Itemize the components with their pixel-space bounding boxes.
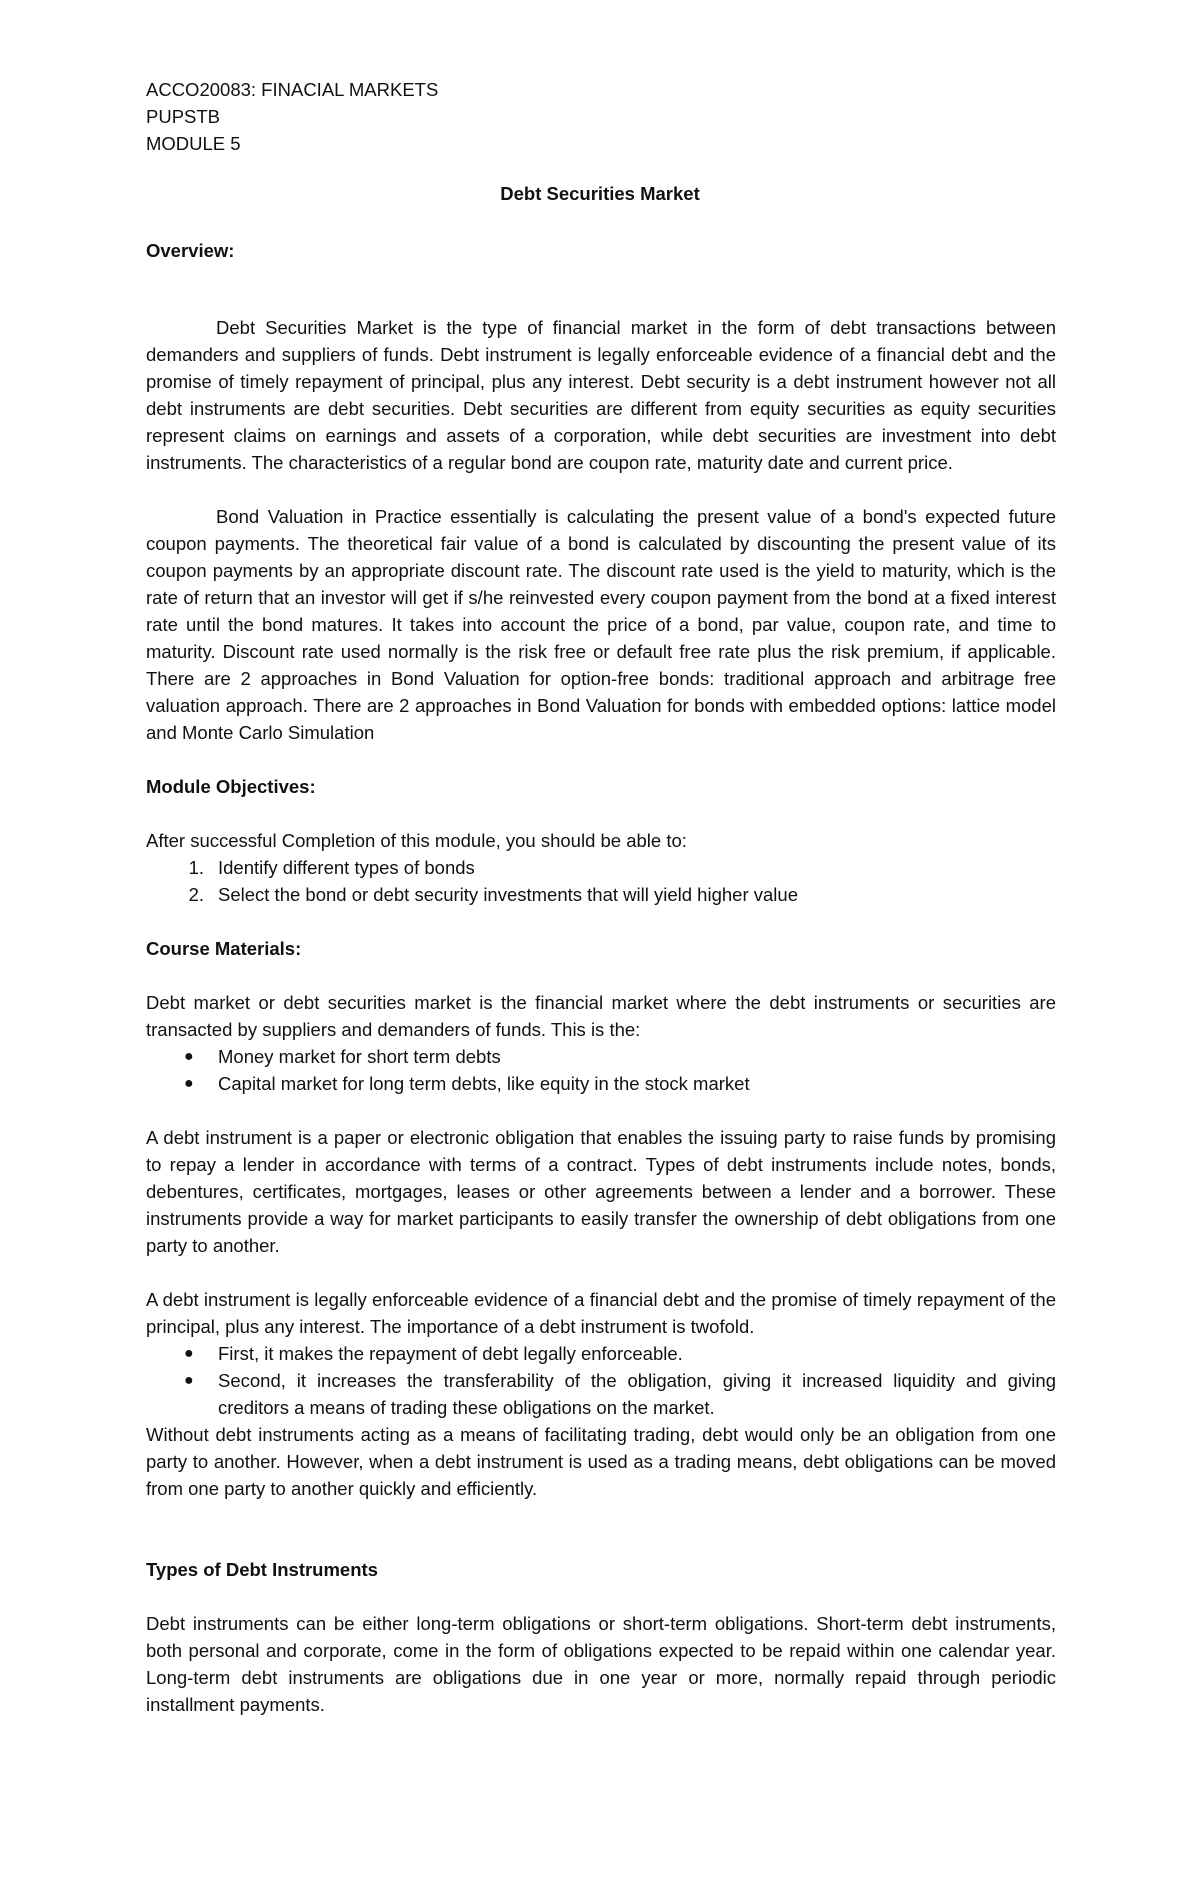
overview-paragraph-2: Bond Valuation in Practice essentially is calculating the present value of a bond's expected future coupon payments. The theoretical fair value of a bond is calculated by discounting the present value of its coupon payments by an appropriate discount rate. The discount rate used is the yield to maturity, which is the rate of return that an investor will get if s/he reinvested every coupon payment from the bond at a fixed interest rate until the bond matures. It takes into account the price of a bond, par value, coupon rate, and time to maturity. Discount rate used normally is the risk free or default free rate plus the risk premium, if applicable. There are 2 approaches in Bond Valuation for option-free bonds: traditional approach and arbitrage free valuation approach. There are 2 approaches in Bond Valuation for bonds with embedded options: lattice model and Monte Carlo Simulation — [146, 506, 1056, 743]
objectives-list — [146, 854, 1056, 908]
bullet-icon: ● — [184, 1372, 194, 1389]
list-item-text: Second, it increases the transferability of the obligation, giving it increased liquidity and giving creditors a means of trading these obligations on the market. — [218, 1370, 1056, 1418]
list-item — [146, 1340, 1056, 1367]
overview-heading: Overview: — [146, 240, 235, 261]
list-item — [146, 1043, 1056, 1070]
bullet-icon: ● — [184, 1075, 194, 1092]
course-code: PUPSTB — [146, 106, 221, 127]
list-item-text: First, it makes the repayment of debt legally enforceable. — [218, 1343, 683, 1364]
objectives-intro: After successful Completion of this module, you should be able to: — [146, 830, 687, 851]
page-title: Debt Securities Market — [500, 183, 700, 204]
bullet-icon: ● — [184, 1048, 194, 1065]
materials-paragraph-2: A debt instrument is a paper or electronic obligation that enables the issuing party to raise funds by promising to repay a lender in accordance with terms of a contract. Types of debt instruments include notes, bonds, debentures, certificates, mortgages, leases or other agreements between a lender and a borrower. These instruments provide a way for market participants to easily transfer the ownership of debt obligations from one party to another. — [146, 1127, 1056, 1256]
materials-paragraph-3: A debt instrument is legally enforceable evidence of a financial debt and the promise of timely repayment of the principal, plus any interest. The importance of a debt instrument is twofold. — [146, 1289, 1056, 1337]
list-item-text: Capital market for long term debts, like equity in the stock market — [218, 1073, 750, 1094]
list-item — [146, 1070, 1056, 1097]
materials-heading: Course Materials: — [146, 938, 302, 959]
list-item-text: Identify different types of bonds — [218, 857, 475, 878]
list-item-text: Money market for short term debts — [218, 1046, 501, 1067]
list-number: 1. — [188, 857, 204, 878]
document-body — [146, 237, 1056, 1718]
types-paragraph-1: Debt instruments can be either long-term obligations or short-term obligations. Short-term debt instruments, both personal and corporate, come in the form of obligations expected to be repaid within one calendar year. Long-term debt instruments are obligations due in one year or more, normally repaid through periodic installment payments. — [146, 1613, 1056, 1715]
document-header — [146, 76, 438, 157]
list-item — [146, 881, 1056, 908]
list-item — [146, 1367, 1056, 1421]
types-heading: Types of Debt Instruments — [146, 1559, 378, 1580]
course-title: ACCO20083: FINACIAL MARKETS — [146, 79, 439, 100]
list-item — [146, 854, 1056, 881]
importance-bullet-list — [146, 1340, 1056, 1421]
objectives-heading: Module Objectives: — [146, 776, 316, 797]
materials-paragraph-1: Debt market or debt securities market is the financial market where the debt instruments or securities are transacted by suppliers and demanders of funds. This is the: — [146, 992, 1056, 1040]
list-number: 2. — [188, 884, 204, 905]
list-item-text: Select the bond or debt security investments that will yield higher value — [218, 884, 798, 905]
bullet-icon: ● — [184, 1345, 194, 1362]
materials-paragraph-4: Without debt instruments acting as a means of facilitating trading, debt would only be an obligation from one party to another. However, when a debt instrument is used as a trading means, debt obligations can be moved from one party to another quickly and efficiently. — [146, 1424, 1056, 1499]
market-bullet-list — [146, 1043, 1056, 1097]
overview-paragraph-1: Debt Securities Market is the type of financial market in the form of debt transactions between demanders and suppliers of funds. Debt instrument is legally enforceable evidence of a financial debt and the promise of timely repayment of principal, plus any interest. Debt security is a debt instrument however not all debt instruments are debt securities. Debt securities are different from equity securities as equity securities represent claims on earnings and assets of a corporation, while debt securities are investment into debt instruments. The characteristics of a regular bond are coupon rate, maturity date and current price. — [146, 317, 1056, 473]
module-label: MODULE 5 — [146, 133, 241, 154]
